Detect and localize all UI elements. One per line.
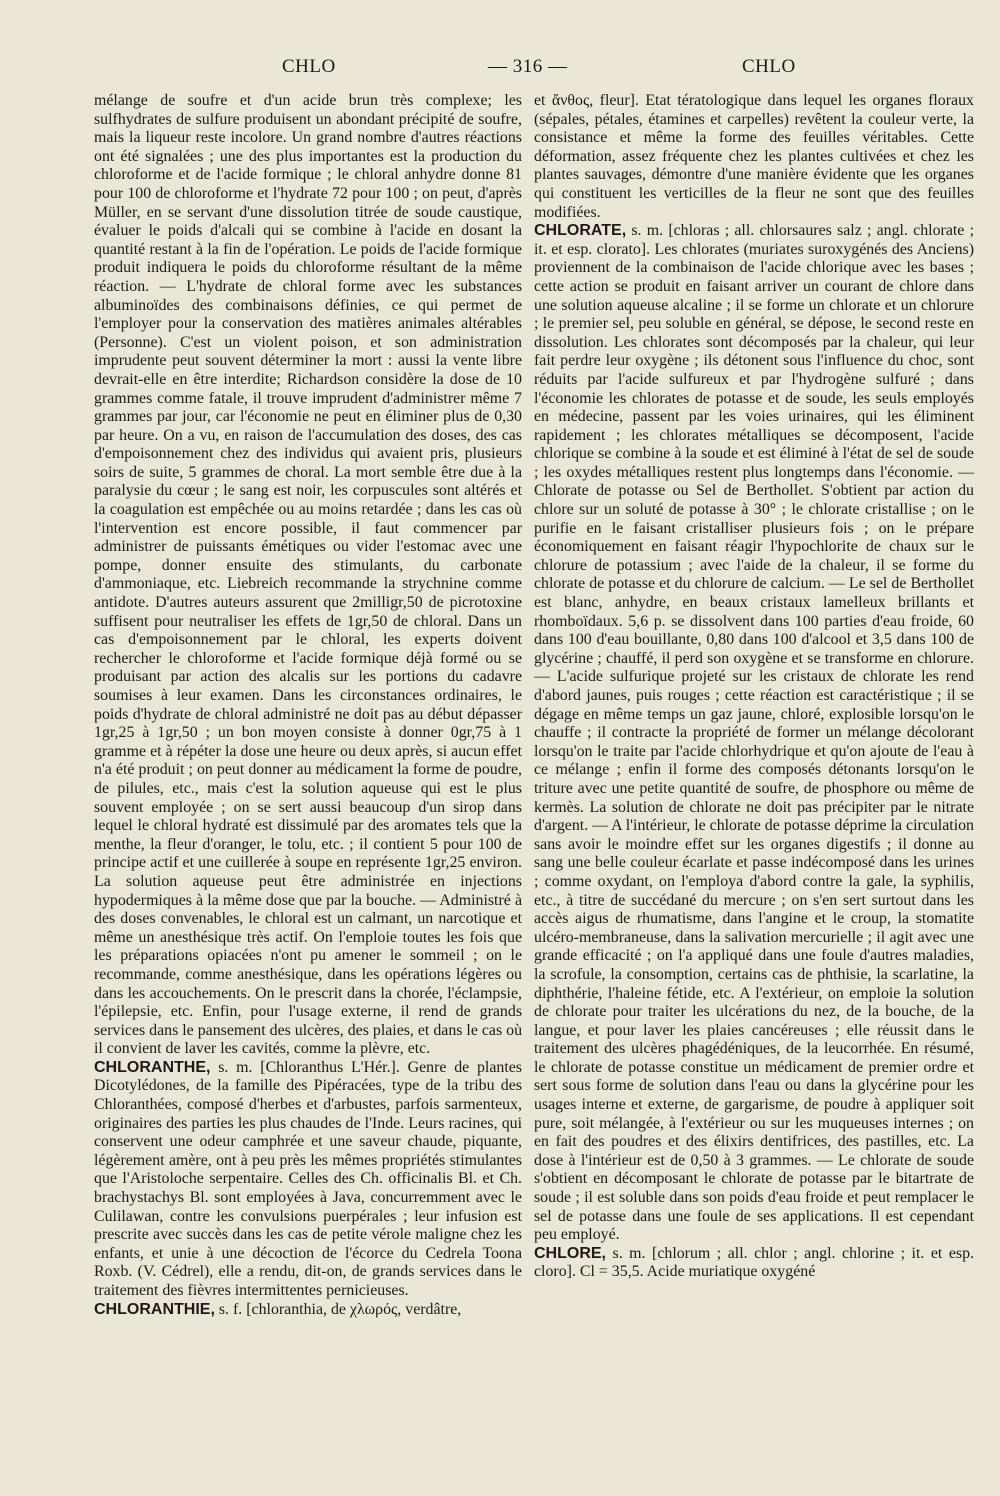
headword-chloranthie: CHLORANTHIE, bbox=[94, 1300, 215, 1318]
entry-chloranthe bbox=[94, 1059, 522, 1301]
definition-chlorate: s. m. [chloras ; all. chlorsaures salz ; angl. chlorate ; it. et esp. clorato]. Les chlorates (muriates suroxygénés des Anciens) proviennent de la combinaison de l'acide chlorique avec les bases ; cette action se produit en faisant arriver un courant de chlore dans une solution aqueuse alcaline ; il se forme un chlorate et un chlorure ; le premier sel, peu soluble en général, se dépose, le second reste en dissolution. Les chlorates sont décomposés par la chaleur, qui leur fait perdre leur oxygène ; ils détonent sous l'influence du choc, sont réduits par l'acide sulfureux et par l'hydrogène sulfuré ; dans l'économie les chlorates de potasse et de soude, les seuls employés en médecine, passent par les voies urinaires, qui les éliminent rapidement ; les chlorates métalliques se décomposent, l'acide chlorique se combine à la soude et est éliminé à l'état de sel de soude ; les oxydes métalliques restent plus longtemps dans l'économie. — Chlorate de potasse ou Sel de Berthollet. S'obtient par action du chlore sur un soluté de potasse à 30° ; le chlorate cristallise ; on le purifie en le faisant cristalliser plusieurs fois ; on le prépare économiquement en faisant réagir l'hypochlorite de chaux sur le chlorure de potassium ; avec l'aide de la chaleur, il se forme du chlorate de potasse et du chlorure de calcium. — Le sel de Berthollet est blanc, anhydre, en beaux cristaux lamelleux brillants et rhomboïdaux. 5,6 p. se dissolvent dans 100 parties d'eau froide, 60 dans 100 d'eau bouillante, 0,80 dans 100 d'alcool et 3,5 dans 100 de glycérine ; chauffé, il perd son oxygène et se transforme en chlorure. — L'acide sulfurique projeté sur les cristaux de chlorate les rend d'abord jaunes, puis rouges ; cette réaction est caractéristique ; il se dégage en même temps un gaz jaune, chloré, explosible lorsqu'on le chauffe ; il contracte la propriété de former un mélange décolorant lorsqu'on le traite par l'acide chlorhydrique et qu'on ajoute de l'eau à ce mélange ; enfin il forme des composés détonants lorsqu'on le triture avec une petite quantité de soufre, de phosphore ou même de kermès. La solution de chlorate ne doit pas précipiter par le nitrate d'argent. — A l'intérieur, le chlorate de potasse déprime la circulation sans avoir le moindre effet sur les organes digestifs ; il donne au sang une belle couleur écarlate et passe indécomposé dans les urines ; comme oxydant, on l'employa d'abord contre la gale, la syphilis, etc., à titre de succédané du mercure ; on s'en sert surtout dans les accès aigus de rhumatisme, dans l'angine et le croup, la stomatite ulcéro-membraneuse, dans la salivation mercurielle ; il agit avec une grande efficacité ; on l'a appliqué dans une foule d'autres maladies, la scrofule, la consomption, certains cas de phthisie, la scarlatine, la diphthérie, l'haleine fétide, etc. A l'extérieur, on emploie la solution de chlorate pour traiter les ulcérations du nez, de la bouche, de la langue, et pour laver les plaies cancéreuses ; elle réussit dans le traitement des ulcères phagédéniques, de la leucorrhée. En résumé, le chlorate de potasse constitue un médicament de premier ordre et sert sous forme de solution dans l'eau ou dans la glycérine pour les usages interne et externe, de gargarisme, de poudre à appliquer soit pure, soit mélangée, à l'extérieur ou sur les muqueuses internes ; on en fait des poudres et des élixirs dentifrices, des pastilles, etc. La dose à l'intérieur est de 0,50 à 3 grammes. — Le chlorate de soude s'obtient en décomposant le chlorate de potasse par le bitartrate de soude ; il est soluble dans son poids d'eau froide et peut remplacer le sel de potasse dans une foule de ses applications. Il est cependant peu employé. bbox=[534, 222, 974, 1244]
chloranthie-continuation-paragraph: et ἄνθος, fleur]. Etat tératologique dans lequel les organes floraux (sépales, pétales, étamines et carpelles) revêtent la couleur verte, la consistance et même la forme des feuilles véritables. Cette déformation, assez fréquente chez les plantes cultivées et chez les plantes sauvages, démontre d'une manière évidente que les organes qui constituent les verticilles de la fleur ne sont que des feuilles modifiées. bbox=[534, 92, 974, 221]
headword-chlore: CHLORE, bbox=[534, 1244, 606, 1262]
page-number: — 316 — bbox=[488, 56, 568, 77]
headword-chlorate: CHLORATE, bbox=[534, 222, 627, 240]
definition-chloranthie: s. f. [chloranthia, de χλωρός, verdâtre, bbox=[218, 1300, 462, 1318]
entry-chloranthie bbox=[94, 1301, 522, 1320]
right-guide-word: CHLO bbox=[742, 56, 796, 77]
definition-chloranthe: s. m. [Chloranthus L'Hér.]. Genre de plantes Dicotylédones, de la famille des Pipéracées, type de la tribu des Chloranthées, composé d'herbes et d'arbustes, parfois sarmenteux, originaires des parties les plus chaudes de l'Inde. Leurs racines, qui conservent une odeur camphrée et une saveur chaude, piquante, légèrement amère, ont à peu près les mêmes propriétés stimulantes que l'Aristoloche serpentaire. Celles des Ch. officinalis Bl. et Ch. brachystachys Bl. sont employées à Java, concurremment avec le Culilawan, contre les convulsions puerpérales ; leur infusion est prescrite avec succès dans les cas de petite vérole maligne chez les enfants, et unie à une décoction de l'écorce du Cedrela Toona Roxb. (V. Cédrel), elle a rendu, dit-on, de grands services dans le traitement des fièvres intermittentes pernicieuses. bbox=[94, 1058, 522, 1299]
running-header bbox=[0, 56, 1000, 84]
left-column bbox=[94, 92, 522, 1319]
headword-chloranthe: CHLORANTHE, bbox=[94, 1058, 211, 1076]
entry-chlore bbox=[534, 1245, 974, 1282]
right-column bbox=[534, 92, 974, 1282]
definition-chlore: s. m. [chlorum ; all. chlor ; angl. chlorine ; it. et esp. cloro]. Cl = 35,5. Acide muriatique oxygéné bbox=[534, 1244, 974, 1281]
chloral-continuation-paragraph: mélange de soufre et d'un acide brun très complexe; les sulfhydrates de sulfure produisent un abondant précipité de soufre, mais la liqueur reste incolore. Un grand nombre d'autres réactions ont été signalées ; une des plus importantes est la production du chloroforme et de l'acide formique ; le chloral anhydre donne 81 pour 100 de chloroforme et l'hydrate 72 pour 100 ; on peut, d'après Müller, en se servant d'une dissolution titrée de soude caustique, évaluer le poids d'alcali qui se combine à l'acide en dosant la quantité restant à la fin de l'opération. Le poids de l'acide formique produit indiquera le poids du chloroforme résultant de la même réaction. — L'hydrate de chloral forme avec les substances albuminoïdes des combinaisons définies, ce qui permet de l'employer pour la conservation des matières animales altérables (Personne). C'est un violent poison, et son administration imprudente peut souvent déterminer la mort : aussi la vente libre devrait-elle en être interdite; Richardson considère la dose de 10 grammes comme fatale, il trouve imprudent d'administrer même 7 grammes par jour, car l'économie ne peut en éliminer plus de 0,30 par heure. On a vu, en raison de l'accumulation des doses, des cas d'empoisonnement chez des individus qui avaient pris, plusieurs soirs de suite, 5 grammes de choral. La mort semble être due à la paralysie du cœur ; le sang est noir, les corpuscules sont altérés et la coagulation est empêchée ou au moins retardée ; dans les cas où l'intervention est encore possible, il faut commencer par administrer de puissants émétiques ou vider l'estomac avec une pompe, donner ensuite des stimulants, du carbonate d'ammoniaque, etc. Liebreich recommande la strychnine comme antidote. D'autres auteurs assurent que 2milligr,50 de picrotoxine suffisent pour neutraliser les effets de 1gr,50 de chloral. Dans un cas d'empoisonnement par le chloral, les experts doivent rechercher le chloroforme et l'acide formique déjà formé ou se produisant par action des alcalis sur les portions du cadavre soumises à leur examen. Dans les circonstances ordinaires, le poids d'hydrate de chloral administré ne doit pas au début dépasser 1gr,25 à 1gr,50 ; un bon moyen consiste à donner 0gr,75 à 1 gramme et à répéter la dose une heure ou deux après, si aucun effet n'a été produit ; on peut donner au médicament la forme de poudre, de pilules, etc., mais c'est la solution aqueuse qui est le plus souvent employée ; on se sert aussi beaucoup d'un sirop dans lequel le chloral hydraté est dissimulé par des aromates tels que la menthe, la fleur d'oranger, le tolu, etc. ; il contient 5 pour 100 de principe actif et une cuillerée à soupe en représente 1gr,25 environ. La solution aqueuse peut être administrée en injections hypodermiques à la même dose que par la bouche. — Administré à des doses convenables, le chloral est un calmant, un narcotique et même un anesthésique très actif. On l'emploie toutes les fois que les préparations opiacées n'ont pu amener le sommeil ; on le recommande, comme anesthésique, dans les opérations légères ou dans les accouchements. On le prescrit dans la chorée, l'éclampsie, l'épilepsie, etc. Enfin, pour l'usage externe, il rend de grands services dans le pansement des ulcères, des plaies, et dans le cas où il convient de laver les cavités, comme la plèvre, etc. bbox=[94, 92, 523, 1058]
entry-chlorate bbox=[534, 222, 974, 1245]
left-guide-word: CHLO bbox=[282, 56, 336, 77]
